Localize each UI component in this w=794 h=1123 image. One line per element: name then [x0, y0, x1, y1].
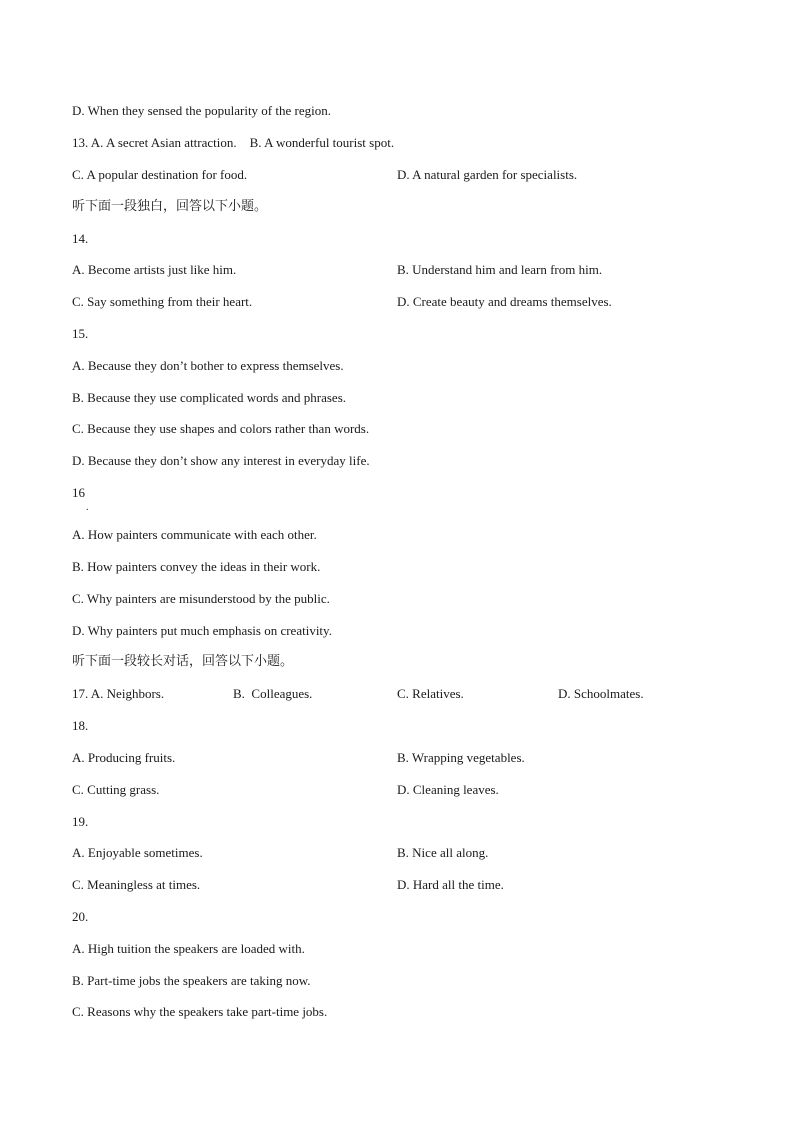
- q18-number: 18.: [72, 718, 89, 733]
- q19-number: 19.: [72, 814, 89, 829]
- q19-option-c: C. Meaningless at times.: [72, 877, 201, 892]
- q18-option-a: A. Producing fruits.: [72, 750, 176, 765]
- q18-option-c: C. Cutting grass.: [72, 782, 160, 797]
- q16-option-a: A. How painters communicate with each other.: [72, 527, 317, 542]
- q15-option-d: D. Because they don’t show any interest in everyday life.: [72, 453, 370, 468]
- q20-option-b: B. Part-time jobs the speakers are taking now.: [72, 973, 311, 988]
- q13-option-c: C. A popular destination for food.: [72, 167, 248, 182]
- section-heading-monologue: 听下面一段独白，回答以下小题。: [72, 199, 268, 214]
- q13-option-d: D. A natural garden for specialists.: [397, 167, 578, 182]
- q15-option-b: B. Because they use complicated words and phrases.: [72, 390, 347, 405]
- q12-option-d: D. When they sensed the popularity of the region.: [72, 103, 331, 118]
- q13-options-ab: 13. A. A secret Asian attraction. B. A wonderful tourist spot.: [72, 135, 395, 150]
- section-heading-dialogue: 听下面一段较长对话，回答以下小题。: [72, 654, 294, 669]
- q18-option-b: B. Wrapping vegetables.: [397, 750, 525, 765]
- q17-option-d: D. Schoolmates.: [558, 686, 644, 701]
- q16-number: 16: [72, 485, 85, 500]
- q16-option-d: D. Why painters put much emphasis on creativity.: [72, 623, 332, 638]
- q14-option-a: A. Become artists just like him.: [72, 262, 237, 277]
- q14-option-c: C. Say something from their heart.: [72, 294, 253, 309]
- q14-number: 14.: [72, 231, 89, 246]
- q15-option-a: A. Because they don’t bother to express themselves.: [72, 358, 344, 373]
- q16-option-c: C. Why painters are misunderstood by the public.: [72, 591, 330, 606]
- q17-option-b: B. Colleagues.: [233, 686, 313, 701]
- q15-number: 15.: [72, 326, 89, 341]
- q17-option-a: 17. A. Neighbors.: [72, 686, 165, 701]
- q19-option-b: B. Nice all along.: [397, 845, 489, 860]
- q20-option-a: A. High tuition the speakers are loaded with.: [72, 941, 305, 956]
- q20-number: 20.: [72, 909, 89, 924]
- q18-option-d: D. Cleaning leaves.: [397, 782, 499, 797]
- q16-dot: .: [86, 502, 89, 513]
- q19-option-a: A. Enjoyable sometimes.: [72, 845, 203, 860]
- q20-option-c: C. Reasons why the speakers take part-time jobs.: [72, 1004, 328, 1019]
- q16-option-b: B. How painters convey the ideas in their work.: [72, 559, 321, 574]
- q14-option-d: D. Create beauty and dreams themselves.: [397, 294, 612, 309]
- q15-option-c: C. Because they use shapes and colors rather than words.: [72, 421, 370, 436]
- q19-option-d: D. Hard all the time.: [397, 877, 504, 892]
- q17-option-c: C. Relatives.: [397, 686, 464, 701]
- q14-option-b: B. Understand him and learn from him.: [397, 262, 603, 277]
